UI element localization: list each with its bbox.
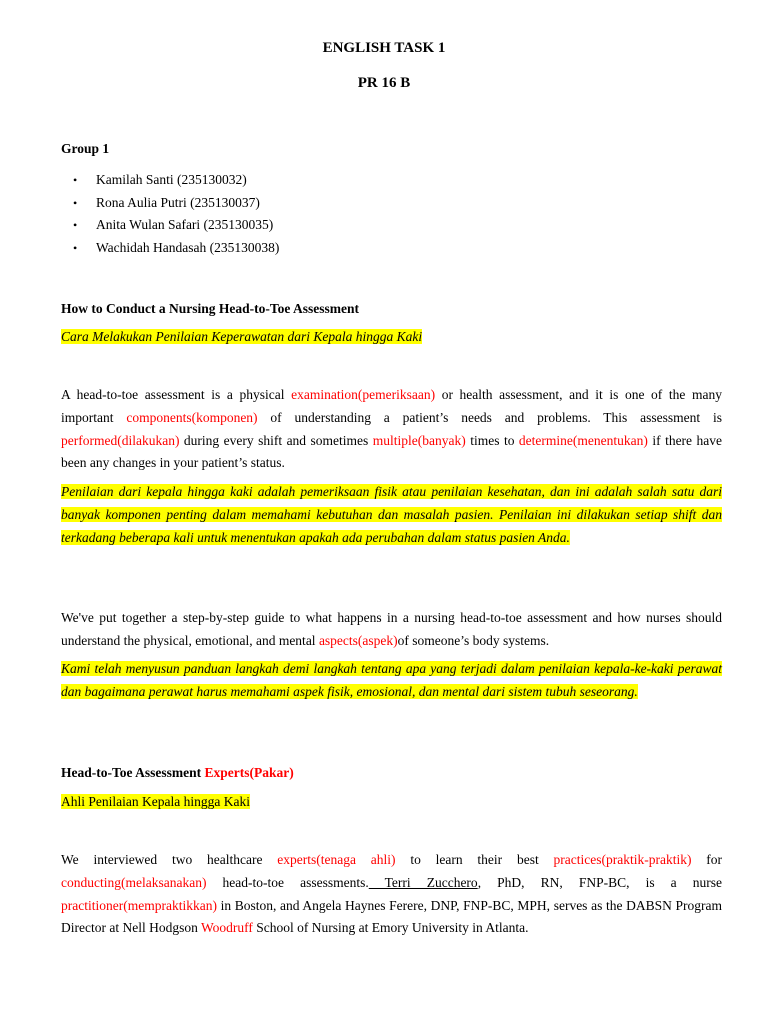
member-name: Wachidah Handasah (235130038) <box>96 239 280 255</box>
vocab-term: aspects(aspek) <box>318 632 398 648</box>
list-item <box>61 192 461 215</box>
section-heading-translation <box>61 791 250 814</box>
vocab-term: conducting(melaksanakan) <box>61 874 207 890</box>
member-list <box>61 169 461 259</box>
vocab-term: multiple(banyak) <box>372 432 466 448</box>
translation-text: Kami telah menyusun panduan langkah demi langkah tentang apa yang terjadi dalam penilaian kepala-ke-kaki perawat dan bagaimana perawat harus memahami aspek fisik, emosional, dan mental dari sistem tubuh seseorang. <box>61 661 722 699</box>
document-subtitle: PR 16 B <box>357 75 411 91</box>
vocab-term: practitioner(mempraktikkan) <box>61 897 217 913</box>
bullet-icon: • <box>73 240 78 255</box>
translation-text: Penilaian dari kepala hingga kaki adalah pemeriksaan fisik atau penilaian kesehatan, dan ini adalah salah satu dari banyak komponen penting dalam memahami kebutuhan dan masalah pasien. Penilaian ini dilakukan setiap shift dan terkadang beberapa kali untuk menentukan apakah ada perubahan dalam status pasien Anda. <box>61 484 722 545</box>
group-label: Group 1 <box>61 141 110 156</box>
translation-text: Cara Melakukan Penilaian Keperawatan dari Kepala hingga Kaki <box>61 329 423 344</box>
bullet-icon: • <box>73 218 78 232</box>
section-heading: Head-to-Toe Assessment Experts(Pakar) <box>61 765 294 780</box>
section-heading-translation <box>61 326 422 349</box>
vocab-term: performed(dilakukan) <box>61 432 180 448</box>
paragraph: We've put together a step-by-step guide to what happens in a nursing head-to-toe assessment and how nurses should understand the physical, emotional, and mental aspects(aspek)of someone’s body systems. <box>61 610 722 648</box>
paragraph-translation <box>61 481 722 549</box>
member-name: Rona Aulia Putri (235130037) <box>96 194 260 210</box>
vocab-term: Experts(Pakar) <box>204 765 294 780</box>
section-heading: How to Conduct a Nursing Head-to-Toe Assessment <box>61 301 360 316</box>
person-name: Terri Zucchero <box>368 874 478 890</box>
vocab-term: determine(menentukan) <box>518 432 648 448</box>
list-item <box>61 214 461 237</box>
vocab-term: examination(pemeriksaan) <box>291 387 436 402</box>
translation-text: Ahli Penilaian Kepala hingga Kaki <box>61 794 250 809</box>
paragraph: We interviewed two healthcare experts(tenaga ahli) to learn their best practices(praktik-praktik) for conducting(melaksanakan) head-to-toe assessments. Terri Zucchero, PhD, RN, FNP-BC, is a nurse practitioner(mempraktikkan) in Boston, and Angela Haynes Ferere, DNP, FNP-BC, MPH, serves as the DABSN Program Director at Nell Hodgson Woodruff School of Nursing at Emory University in Atlanta. <box>61 852 722 936</box>
member-name: Anita Wulan Safari (235130035) <box>96 217 274 232</box>
vocab-term: practices(praktik-praktik) <box>553 852 692 867</box>
list-item <box>61 237 461 260</box>
bullet-icon: • <box>73 195 78 210</box>
list-item <box>61 169 461 192</box>
document-title: ENGLISH TASK 1 <box>322 40 446 56</box>
vocab-term: Woodruff <box>200 920 253 936</box>
vocab-term: components(komponen) <box>126 409 258 425</box>
paragraph-translation <box>61 658 722 704</box>
member-name: Kamilah Santi (235130032) <box>96 172 247 187</box>
bullet-icon: • <box>73 173 78 187</box>
paragraph: A head-to-toe assessment is a physical examination(pemeriksaan) or health assessment, and it is one of the many important components(komponen) of understanding a patient’s needs and problems. This assessment is performed(dilakukan) during every shift and sometimes multiple(banyak) times to determine(menentukan) if there have been any changes in your patient’s status. <box>61 387 723 471</box>
vocab-term: experts(tenaga ahli) <box>277 852 396 867</box>
